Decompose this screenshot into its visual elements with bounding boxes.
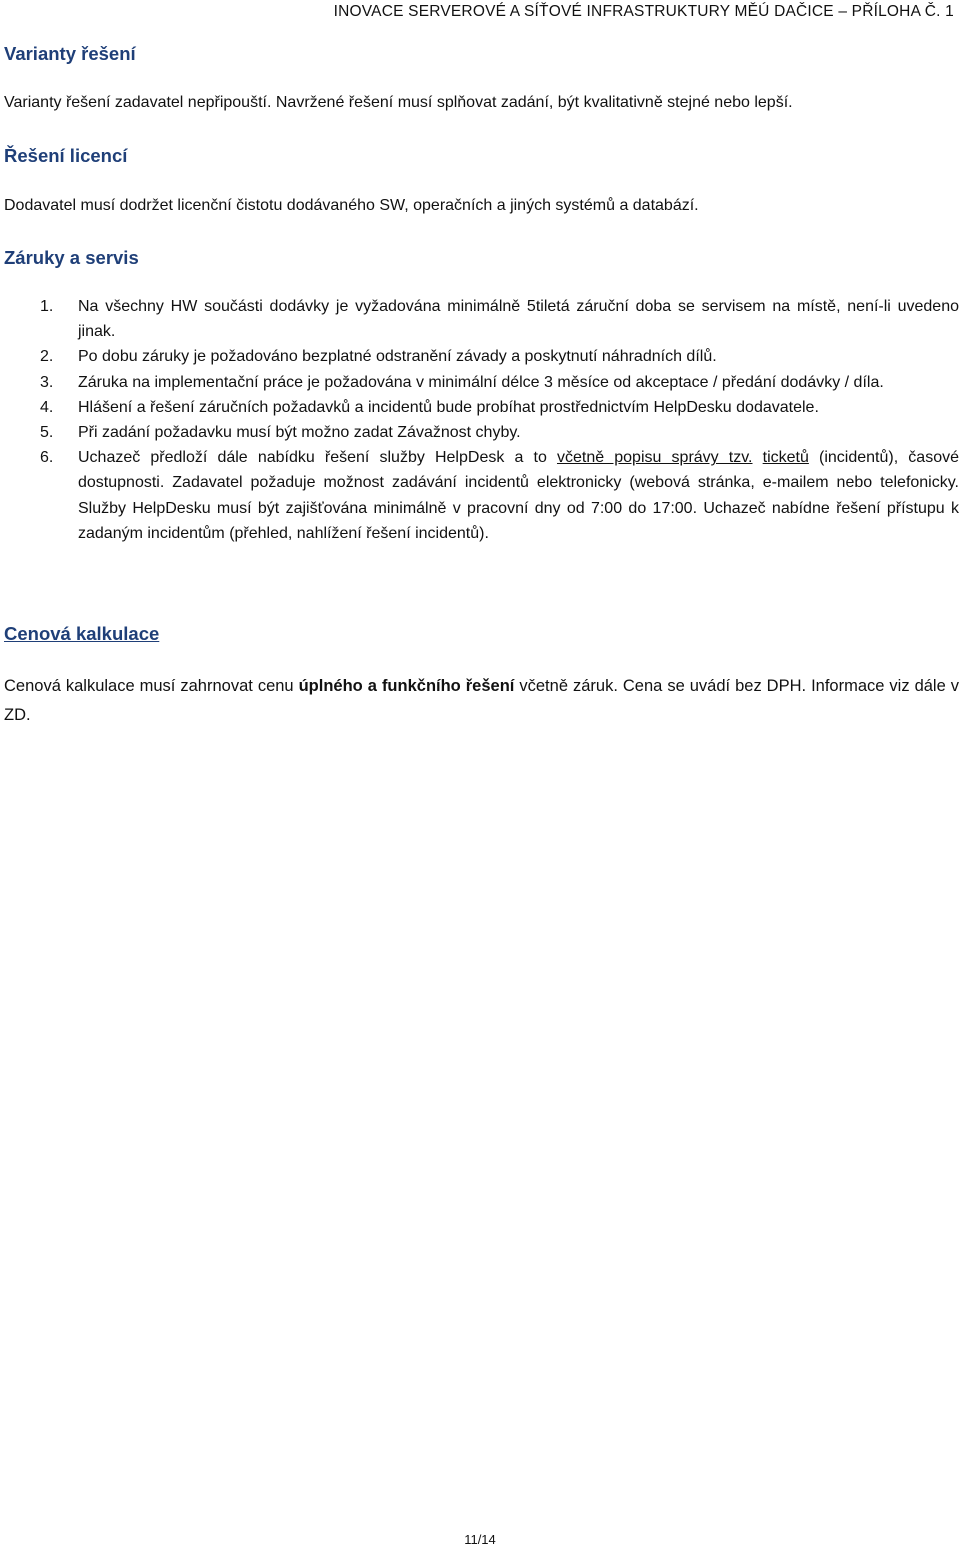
list-item [4,370,959,395]
list-item [4,445,959,546]
bold-word: a [367,677,377,695]
heading-zaruky: Záruky a servis [4,247,139,268]
paragraph-licence: Dodavatel musí dodržet licenční čistotu dodávaného SW, operačních a jiných systémů a databází. [4,197,699,214]
bold-word: úplného [298,677,363,695]
list-item-text-space [753,449,763,466]
bold-word: řešení [465,677,515,695]
page-number: 11/14 [464,1532,496,1547]
underlined-word: ticketů [762,449,809,467]
paragraph-cenova-kalkulace [4,672,959,729]
list-item-text-start: Uchazeč předloží dále nabídku řešení služby HelpDesk a to [78,449,557,467]
list-item [4,395,959,420]
list-item-number: 3. [40,373,54,391]
list-item-number: 6. [40,449,54,467]
document-header: INOVACE SERVEROVÉ A SÍŤOVÉ INFRASTRUKTURY MĚÚ DAČICE – PŘÍLOHA Č. 1 [333,3,954,20]
list-item-text: Záruka na implementační práce je požadována v minimální délce 3 měsíce od akceptace / předání dodávky / díla. [78,373,884,391]
heading-licence: Řešení licencí [4,145,128,166]
cenova-text-end: včetně záruk. Cena se uvádí bez DPH. Informace viz dále v ZD. [4,677,960,724]
heading-cenova-kalkulace: Cenová kalkulace [4,623,160,644]
list-item-number: 5. [40,424,54,442]
list-item-number: 4. [40,398,54,416]
list-item-number: 1. [40,298,54,315]
list-item [4,344,959,369]
list-item-text: Hlášení a řešení záručních požadavků a incidentů bude probíhat prostřednictvím HelpDesku dodavatele. [78,398,819,416]
list-item-text: Po dobu záruky je požadováno bezplatné odstranění závady a poskytnutí náhradních dílů. [78,348,717,366]
underlined-phrase: včetně popisu správy tzv. [556,449,753,467]
list-item-text-end: (incidentů), časové dostupnosti. Zadavatel požaduje možnost zadávání incidentů elektronicky (webová stránka, e-mailem nebo telefonicky. Služby HelpDesku musí být zajišťována minimálně v pracovní dny od 7:00 do 17:00. Uchazeč nabídne řešení přístupu k zadaným incidentům (přehled, nahlížení řešení incidentů). [78,449,959,542]
heading-varianty: Varianty řešení [4,43,136,64]
list-item-text: Při zadání požadavku musí být možno zadat Závažnost chyby. [78,424,521,442]
list-item-text: Na všechny HW součásti dodávky je vyžadována minimálně 5tiletá záruční doba se servisem na místě, není-li uvedeno jinak. [78,298,959,341]
cenova-text-start: Cenová kalkulace musí zahrnovat cenu [4,677,299,695]
list-item [4,294,959,344]
paragraph-varianty: Varianty řešení zadavatel nepřipouští. Navržené řešení musí splňovat zadání, být kvalitativně stejné nebo lepší. [4,94,793,111]
list-item-number: 2. [40,348,54,366]
zaruky-list [4,294,959,546]
list-item [4,420,959,445]
bold-word: funkčního [381,677,461,695]
